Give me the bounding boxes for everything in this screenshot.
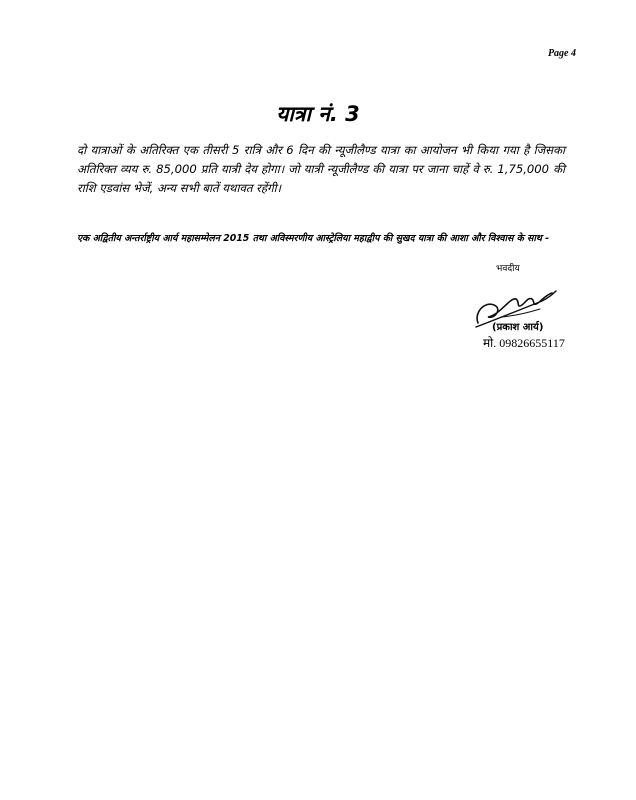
section-title: यात्रा नं. 3: [276, 102, 360, 126]
body-paragraph: दो यात्राओं के अतिरिक्त एक तीसरी 5 रात्रि और 6 दिन की न्यूजीलैण्ड यात्रा का आयोजन भी किया गया है जिसका अतिरिक्त व्यय रु. 85,000 प्रति यात्री देय होगा। जो यात्री न्यूजीलैण्ड की यात्रा पर जाना चाहें वे रु. 1,75,000 की राशि एडवांस भेजें, अन्य सभी बातें यथावत रहेंगी।: [77, 143, 565, 195]
page-number: Page 4: [547, 48, 576, 59]
signatory-name: (प्रकाश आर्य): [492, 322, 544, 333]
closing-paragraph: एक अद्वितीय अन्तर्राष्ट्रीय आर्य महासम्मेलन 2015 तथा अविस्मरणीय आस्ट्रेलिया महाद्वीप की सुखद यात्रा की आशा और विश्वास के साथ -: [77, 233, 550, 244]
mobile-number: मो. 09826655117: [483, 336, 565, 350]
closing-salutation: भवदीय: [496, 264, 520, 274]
